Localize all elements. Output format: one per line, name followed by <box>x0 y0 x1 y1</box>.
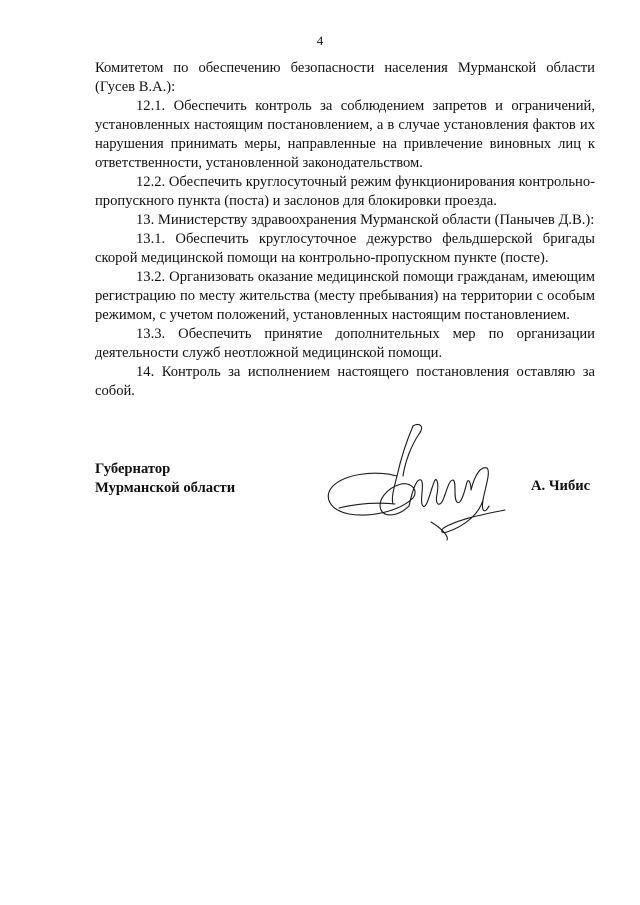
signer-name: А. Чибис <box>531 478 591 494</box>
paragraph: 13.1. Обеспечить круглосуточное дежурство фельдшерской бригады скорой медицинской помощи на контрольно-пропускном пункте (посте). <box>95 231 595 266</box>
paragraph: 13.3. Обеспечить принятие дополнительных мер по организации деятельности служб неотложной медицинской помощи. <box>95 326 595 361</box>
position-region: Мурманской области <box>95 480 236 496</box>
paragraph: 12.1. Обеспечить контроль за соблюдением запретов и ограничений, установленных настоящим постановлением, а в случае установления фактов их нарушения принимать меры, направленные на привлечение виновных лиц к ответственности, установленной законодательством. <box>95 98 595 171</box>
paragraph: 13.2. Организовать оказание медицинской помощи гражданам, имеющим регистрацию по месту жительства (месту пребывания) на территории с особым режимом, с учетом положений, установленных настоящим постановлением. <box>95 269 595 323</box>
page-number: 4 <box>316 33 324 48</box>
position-title: Губернатор <box>95 461 171 477</box>
document-body <box>95 59 595 401</box>
paragraph: Комитетом по обеспечению безопасности населения Мурманской области (Гусев В.А.): <box>95 60 595 95</box>
paragraph: 14. Контроль за исполнением настоящего постановления оставляю за собой. <box>95 364 595 399</box>
paragraph: 12.2. Обеспечить круглосуточный режим функционирования контрольно-пропускного пункта (поста) и заслонов для блокировки проезда. <box>95 174 595 209</box>
handwritten-signature <box>315 418 515 543</box>
paragraph: 13. Министерству здравоохранения Мурманской области (Панычев Д.В.): <box>136 212 595 228</box>
signatory-position <box>95 460 235 498</box>
